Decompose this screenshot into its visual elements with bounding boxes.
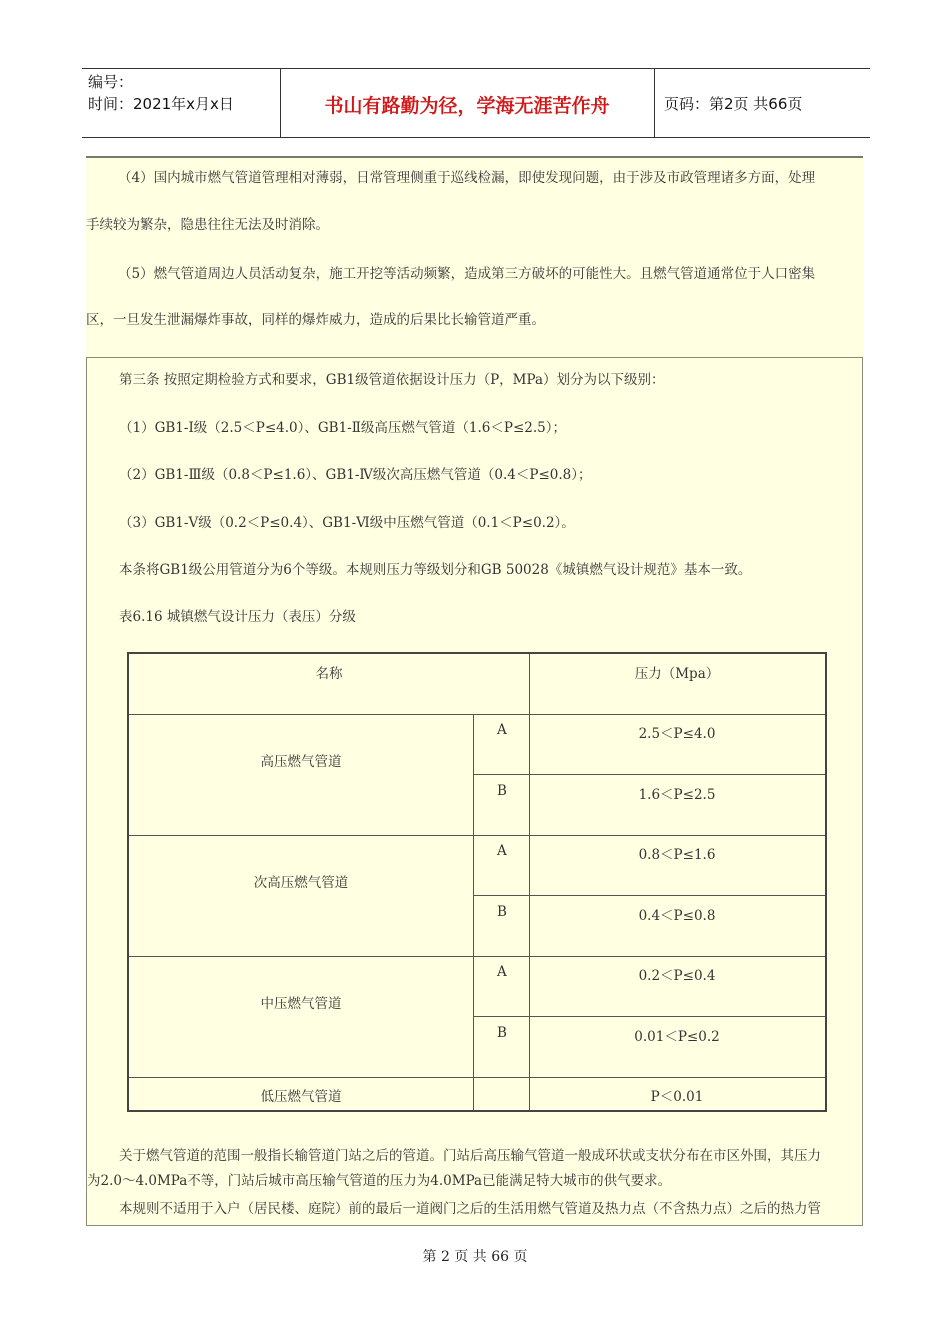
group-name: 低压燃气管道: [260, 1089, 342, 1105]
pressure-cell: 0.2＜P≤0.4: [638, 968, 716, 984]
header-meta: [88, 71, 234, 115]
grade-item-2: （2）GB1-Ⅲ级（0.8＜P≤1.6）、GB1-Ⅳ级次高压燃气管道（0.4＜P≤0.8）；: [119, 467, 592, 483]
table-rule: [129, 835, 825, 836]
grade-item-1: （1）GB1-Ⅰ级（2.5＜P≤4.0）、GB1-Ⅱ级高压燃气管道（1.6＜P≤2.5）；: [119, 420, 566, 436]
article-heading: 第三条 按照定期检验方式和要求，GB1级管道依据设计压力（P，MPa）划分为以下级别：: [119, 372, 665, 388]
pressure-cell: 0.8＜P≤1.6: [638, 847, 716, 863]
scope-paragraph-line2: 为2.0～4.0MPa不等，门站后城市高压输气管道的压力为4.0MPa已能满足特大城市的供气要求。: [87, 1173, 672, 1189]
table-rule: [129, 956, 825, 957]
section-risk-factors: [86, 156, 863, 359]
paragraph-4-line1: （4）国内城市燃气管道管理相对薄弱，日常管理侧重于巡线检漏，即使发现问题，由于涉及市政管理诸多方面，处理: [118, 170, 816, 186]
pressure-cell: P＜0.01: [650, 1089, 704, 1105]
page-info: 页码：第2页 共66页: [664, 95, 803, 113]
motto: 书山有路勤为径，学海无涯苦作舟: [324, 95, 610, 117]
col-header-pressure: 压力（Mpa）: [634, 666, 720, 682]
paragraph-4-line2: 手续较为繁杂，隐患往往无法及时消除。: [86, 217, 329, 233]
note-paragraph: 本条将GB1级公用管道分为6个等级。本规则压力等级划分和GB 50028《城镇燃气设计规范》基本一致。: [119, 562, 752, 578]
table-rule: [473, 895, 825, 896]
pressure-cell: 0.4＜P≤0.8: [638, 908, 716, 924]
exclusion-paragraph-line1: 本规则不适用于入户（居民楼、庭院）前的最后一道阀门之后的生活用燃气管道及热力点（不含热力点）之后的热力管: [119, 1201, 821, 1217]
grade-cell: A: [497, 843, 507, 859]
page-header: [82, 68, 870, 138]
date-label: 时间：2021年x月x日: [88, 95, 234, 113]
table-rule: [129, 1077, 825, 1078]
paragraph-5-line2: 区，一旦发生泄漏爆炸事故，同样的爆炸威力，造成的后果比长输管道严重。: [86, 312, 545, 328]
grade-cell: A: [497, 722, 507, 738]
pressure-cell: 1.6＜P≤2.5: [638, 787, 716, 803]
table-rule: [129, 714, 825, 715]
header-divider: [654, 69, 655, 137]
paragraph-5-line1: （5）燃气管道周边人员活动复杂，施工开挖等活动频繁，造成第三方破坏的可能性大。且燃气管道通常位于人口密集: [118, 266, 816, 282]
grade-cell: A: [497, 964, 507, 980]
grade-item-3: （3）GB1-Ⅴ级（0.2＜P≤0.4）、GB1-Ⅵ级中压燃气管道（0.1＜P≤0.2）。: [119, 515, 575, 531]
table-caption: 表6.16 城镇燃气设计压力（表压）分级: [119, 609, 356, 625]
pressure-cell: 2.5＜P≤4.0: [638, 726, 716, 742]
table-rule: [473, 774, 825, 775]
table-rule: [473, 1016, 825, 1017]
group-name: 次高压燃气管道: [253, 875, 349, 891]
table-rule: [473, 714, 474, 1110]
group-name: 高压燃气管道: [260, 754, 342, 770]
pressure-table: [127, 652, 827, 1112]
col-header-name: 名称: [315, 666, 343, 682]
grade-cell: B: [497, 1025, 507, 1041]
serial-label: 编号：: [88, 73, 134, 91]
section-article-3: [86, 357, 863, 1226]
grade-cell: B: [497, 783, 507, 799]
grade-cell: B: [497, 904, 507, 920]
page-footer: 第 2 页 共 66 页: [422, 1249, 528, 1265]
pressure-cell: 0.01＜P≤0.2: [634, 1029, 720, 1045]
group-name: 中压燃气管道: [260, 996, 342, 1012]
scope-paragraph-line1: 关于燃气管道的范围一般指长输管道门站之后的管道。门站后高压输气管道一般成环状或支状分布在市区外围，其压力: [119, 1148, 821, 1164]
